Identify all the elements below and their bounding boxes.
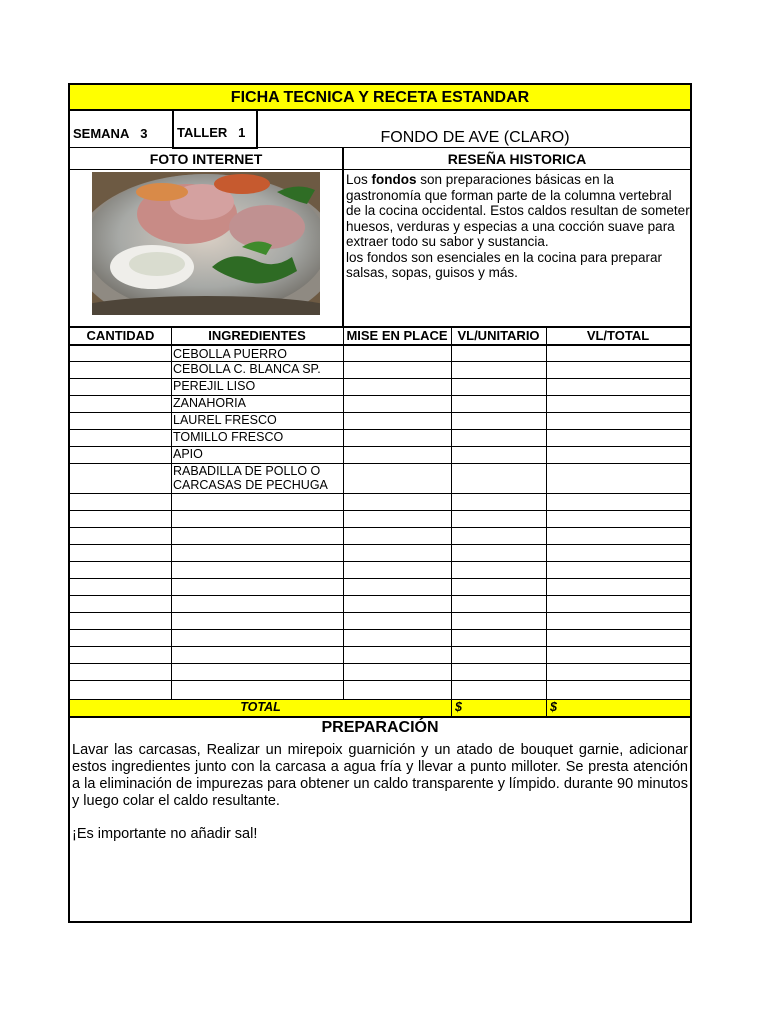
ingredient-item: RABADILLA DE POLLO O CARCASAS DE PECHUGA	[173, 464, 328, 492]
column-line	[451, 699, 452, 716]
divider	[70, 169, 690, 170]
row-line	[70, 395, 690, 396]
col-ingredientes: INGREDIENTES	[208, 328, 306, 343]
history-heading: RESEÑA HISTORICA	[447, 151, 587, 167]
header-bottom	[70, 344, 690, 346]
food-photo	[92, 172, 320, 315]
row-line	[70, 680, 690, 681]
ingredient-item: LAUREL FRESCO	[173, 413, 277, 427]
divider	[70, 147, 690, 148]
row-line	[70, 361, 690, 362]
column-line	[451, 326, 452, 716]
semana-value: 3	[140, 126, 148, 141]
row-line	[70, 412, 690, 413]
preparation-body: Lavar las carcasas, Realizar un mirepoix guarnición y un atado de bouquet garnie, adicionar estos ingredientes junto con la carcasa a agua fría y llevar a punto milloter. Se presta atención a la eliminación de impurezas para obtener un caldo transparente y límpido. durante 90 minutos y luego colar el caldo resultante.	[72, 742, 688, 809]
total-label: TOTAL	[240, 700, 281, 714]
row-line	[70, 378, 690, 379]
col-mise-en-place: MISE EN PLACE	[346, 328, 448, 343]
semana-label: SEMANA	[73, 126, 130, 141]
row-line	[70, 544, 690, 545]
row-line	[70, 527, 690, 528]
row-line	[70, 595, 690, 596]
row-line	[70, 663, 690, 664]
ingredient-item: CEBOLLA C. BLANCA SP.	[173, 362, 321, 376]
ingredient-item: ZANAHORIA	[173, 396, 246, 410]
row-line	[70, 510, 690, 511]
col-cantidad: CANTIDAD	[86, 328, 155, 343]
history-body-2: los fondos son esenciales en la cocina para preparar salsas, sopas, guisos y más.	[346, 249, 662, 280]
taller-cell	[172, 111, 258, 149]
semana-cell	[70, 111, 172, 149]
row-line	[70, 463, 690, 464]
col-vl-total: VL/TOTAL	[586, 328, 650, 343]
row-line	[70, 429, 690, 430]
sheet-title: FICHA TECNICA Y RECETA ESTANDAR	[70, 85, 690, 111]
history-text	[344, 172, 690, 281]
column-line	[171, 326, 172, 699]
ingredient-item: TOMILLO FRESCO	[173, 430, 284, 444]
column-line	[546, 699, 547, 716]
taller-label: TALLER	[177, 125, 228, 140]
preparation-text	[71, 742, 689, 843]
column-line	[546, 326, 547, 716]
row-line	[70, 561, 690, 562]
row-line	[70, 629, 690, 630]
recipe-sheet	[68, 83, 692, 923]
row-line	[70, 578, 690, 579]
row-line	[70, 493, 690, 494]
ingredient-item: APIO	[173, 447, 203, 461]
history-intro: Los	[346, 172, 372, 187]
history-bold: fondos	[371, 172, 417, 187]
total-unit-currency: $	[455, 700, 462, 714]
history-body: son preparaciones básicas en la gastronomía que forman parte de la columna vertebral de la cocina occidental. Estos caldos resultan de someter huesos, verduras y especias a una cocción suave para extraer todo su sabor y sustancia.	[346, 172, 690, 249]
row-line	[70, 646, 690, 647]
row-line	[70, 446, 690, 447]
col-vl-unitario: VL/UNITARIO	[457, 328, 540, 343]
taller-value: 1	[238, 125, 246, 140]
preparation-note: ¡Es importante no añadir sal!	[72, 826, 258, 842]
total-total-currency: $	[550, 700, 557, 714]
row-line	[70, 612, 690, 613]
ingredient-item: CEBOLLA PUERRO	[173, 347, 287, 361]
preparation-heading: PREPARACIÓN	[321, 719, 439, 736]
photo-heading: FOTO INTERNET	[149, 151, 263, 167]
recipe-name: FONDO DE AVE (CLARO)	[380, 129, 570, 146]
ingredient-item: PEREJIL LISO	[173, 379, 256, 393]
column-line	[343, 326, 344, 699]
